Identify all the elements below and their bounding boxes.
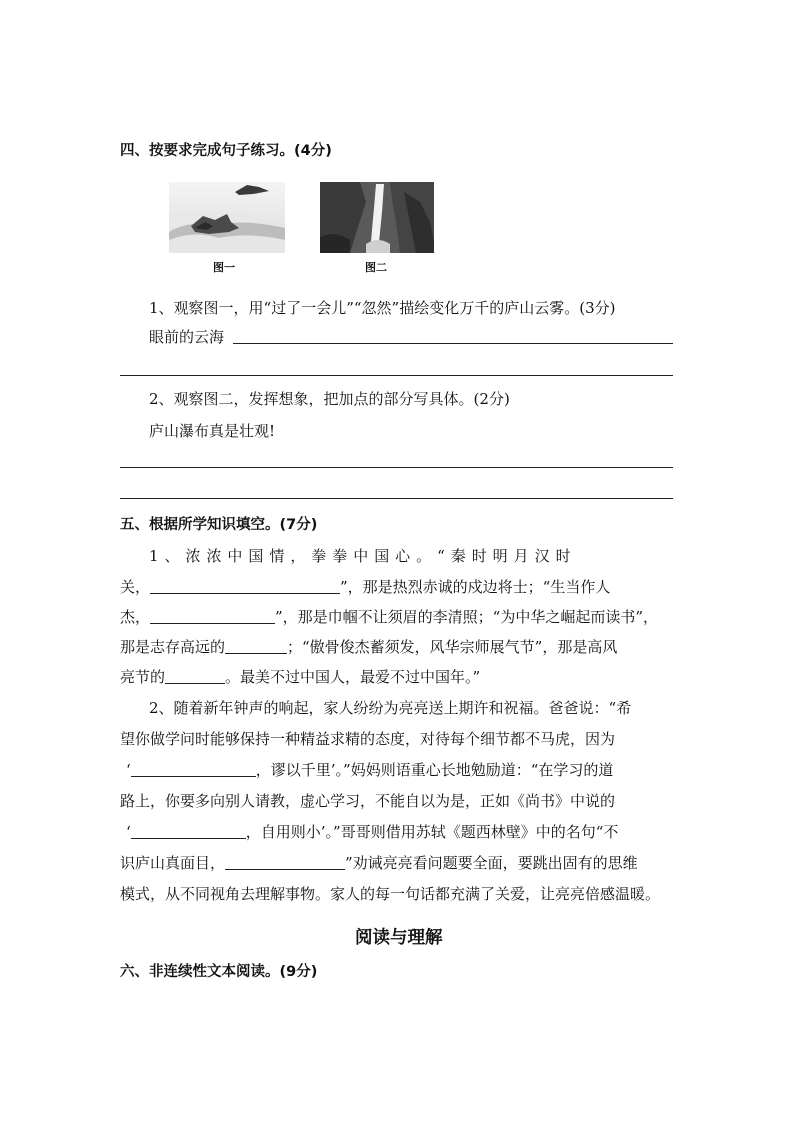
figure1-photo [169, 182, 285, 253]
fill-in-paragraph2-line2: 望你做学问时能够保持一种精益求精的态度，对待每个细节都不马虎，因为 [120, 730, 616, 748]
blank-haowen[interactable] [131, 824, 246, 839]
text-segment: ‘ [126, 761, 131, 779]
fill-in-paragraph2-line6 [120, 852, 638, 873]
section6-heading: 六、非连续性文本阅读。(9分) [120, 964, 318, 980]
question1-answer-line-2[interactable] [120, 375, 673, 376]
figure1-cloud-sea-image [169, 182, 285, 253]
blank-qinshi[interactable] [150, 579, 340, 594]
blank-shengdang[interactable] [150, 609, 275, 624]
question1-prompt: 1、观察图一，用“过了一会儿”“忽然”描绘变化万千的庐山云雾。(3分) [149, 299, 616, 317]
text-segment: ”，那是热烈赤诚的戍边将士；“生当作人 [340, 578, 611, 596]
blank-zhicun[interactable] [225, 639, 287, 654]
text-segment: 亮节的 [120, 668, 166, 686]
fill-in-paragraph2-line7: 模式，从不同视角去理解事物。家人的每一句话都充满了关爱，让亮亮倍感温暖。 [120, 885, 661, 903]
fill-in-paragraph2-line5 [126, 821, 618, 842]
reading-section-title: 阅读与理解 [355, 928, 443, 948]
text-segment: 。最美不过中国人，最爱不过中国年。” [225, 668, 481, 686]
text-segment: ，谬以千里’。”妈妈则语重心长地勉励道：“在学习的道 [255, 761, 614, 779]
fill-in-paragraph2-line3 [126, 759, 613, 780]
figure2-caption: 图二 [365, 261, 387, 274]
text-segment: ；“傲骨俊杰蓄须发，风华宗师展气节”，那是高风 [287, 638, 618, 656]
fill-in-paragraph2-line1: 2、随着新年钟声的响起，家人纷纷为亮亮送上期许和祝福。爸爸说：“希 [149, 699, 632, 717]
section4-heading: 四、按要求完成句子练习。(4分) [120, 143, 332, 159]
fill-in-paragraph1-line1: 1 、 浓 浓 中 国 情 ， 拳 拳 中 国 心 。 “ 秦 时 明 月 汉 时 [149, 547, 572, 565]
text-segment: 杰， [120, 608, 151, 626]
fill-in-paragraph1-line5 [120, 666, 480, 687]
blank-gaofeng[interactable] [165, 669, 225, 684]
text-segment: ”，那是巾帼不让须眉的李清照；“为中华之崛起而读书”， [275, 608, 659, 626]
section5-heading: 五、根据所学知识填空。(7分) [120, 517, 318, 533]
question2-prompt: 2、观察图二，发挥想象，把加点的部分写具体。(2分) [149, 390, 510, 408]
text-segment: 那是志存高远的 [120, 638, 226, 656]
fill-in-paragraph1-line4 [120, 636, 617, 657]
text-segment: ，自用则小’。”哥哥则借用苏轼《题西林壁》中的名句“不 [245, 823, 619, 841]
figure1-caption: 图一 [213, 261, 235, 274]
blank-lushan[interactable] [225, 855, 345, 870]
fill-in-paragraph2-line4: 路上，你要多向别人请教，虚心学习，不能自以为是，正如《尚书》中说的 [120, 792, 616, 810]
fill-in-paragraph1-line2 [120, 576, 610, 597]
question2-answer-line[interactable] [120, 467, 673, 468]
text-segment: 识庐山真面目， [120, 854, 226, 872]
question2-lead: 庐山瀑布真是壮观! [149, 422, 276, 440]
question1-answer-line[interactable] [233, 343, 673, 344]
text-segment: ”劝诫亮亮看问题要全面，要跳出固有的思维 [345, 854, 638, 872]
figure2-photo [320, 182, 434, 253]
question2-answer-line-2[interactable] [120, 498, 673, 499]
question1-lead: 眼前的云海 [149, 328, 225, 346]
figure2-waterfall-image [320, 182, 434, 253]
blank-chazhi[interactable] [131, 762, 256, 777]
text-segment: ‘ [126, 823, 131, 841]
text-segment: 关， [120, 578, 151, 596]
fill-in-paragraph1-line3 [120, 606, 658, 627]
